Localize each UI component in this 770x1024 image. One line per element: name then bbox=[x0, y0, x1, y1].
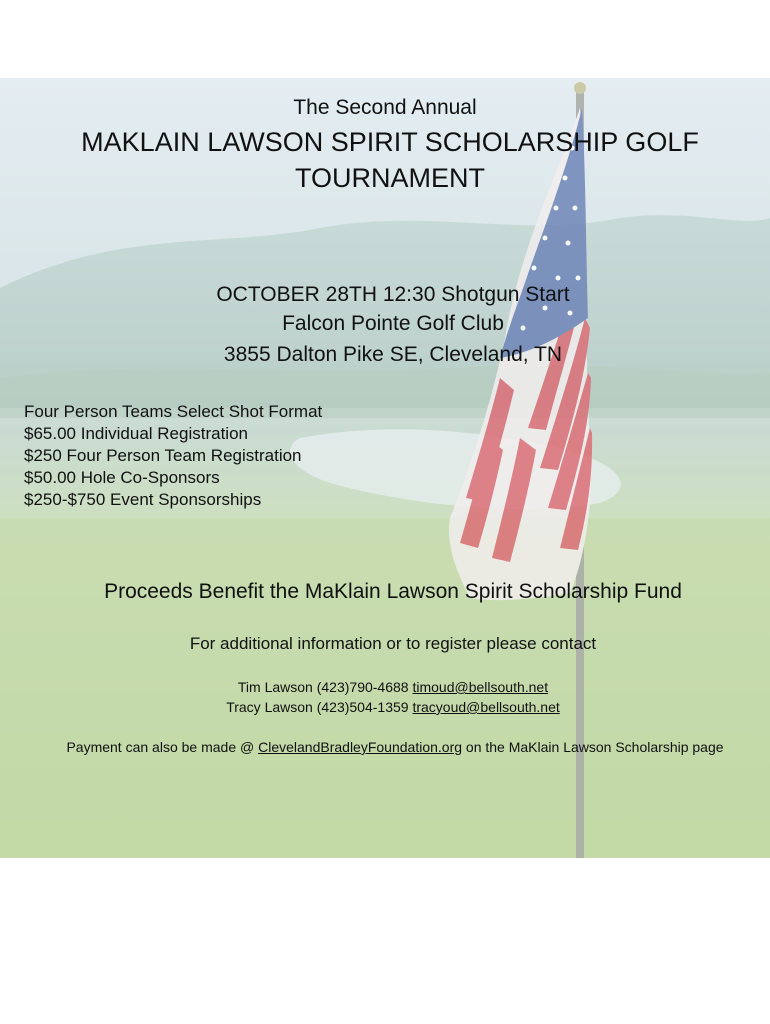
flyer bbox=[0, 78, 770, 858]
event-venue: Falcon Pointe Golf Club bbox=[282, 312, 504, 335]
proceeds-statement: Proceeds Benefit the MaKlain Lawson Spirit Scholarship Fund bbox=[104, 580, 682, 603]
detail-line: Four Person Teams Select Shot Format bbox=[24, 402, 323, 421]
detail-line: $250-$750 Event Sponsorships bbox=[24, 490, 262, 509]
detail-line: $65.00 Individual Registration bbox=[24, 424, 248, 443]
contact-intro: For additional information or to register please contact bbox=[189, 634, 597, 653]
registration-details bbox=[24, 401, 322, 511]
payment-suffix: on the MaKlain Lawson Scholarship page bbox=[465, 739, 724, 755]
contact-line bbox=[8, 679, 770, 695]
payment-prefix: Payment can also be made @ bbox=[66, 739, 255, 755]
detail-line: $250 Four Person Team Registration bbox=[24, 446, 302, 465]
payment-note bbox=[20, 738, 770, 757]
subtitle: The Second Annual bbox=[293, 96, 477, 119]
foundation-link[interactable]: ClevelandBradleyFoundation.org bbox=[258, 739, 463, 755]
event-address: 3855 Dalton Pike SE, Cleveland, TN bbox=[223, 343, 563, 366]
contact-line bbox=[8, 699, 770, 715]
email-link[interactable]: timoud@bellsouth.net bbox=[412, 679, 549, 695]
contact-name-phone: Tracy Lawson (423)504-1359 bbox=[226, 699, 409, 715]
event-date-time: OCTOBER 28TH 12:30 Shotgun Start bbox=[216, 283, 570, 306]
contact-name-phone: Tim Lawson (423)790-4688 bbox=[237, 679, 409, 695]
email-link[interactable]: tracyoud@bellsouth.net bbox=[412, 699, 560, 715]
detail-line: $50.00 Hole Co-Sponsors bbox=[24, 468, 220, 487]
page-title: MAKLAIN LAWSON SPIRIT SCHOLARSHIP GOLF TOURNAMENT bbox=[81, 127, 699, 193]
